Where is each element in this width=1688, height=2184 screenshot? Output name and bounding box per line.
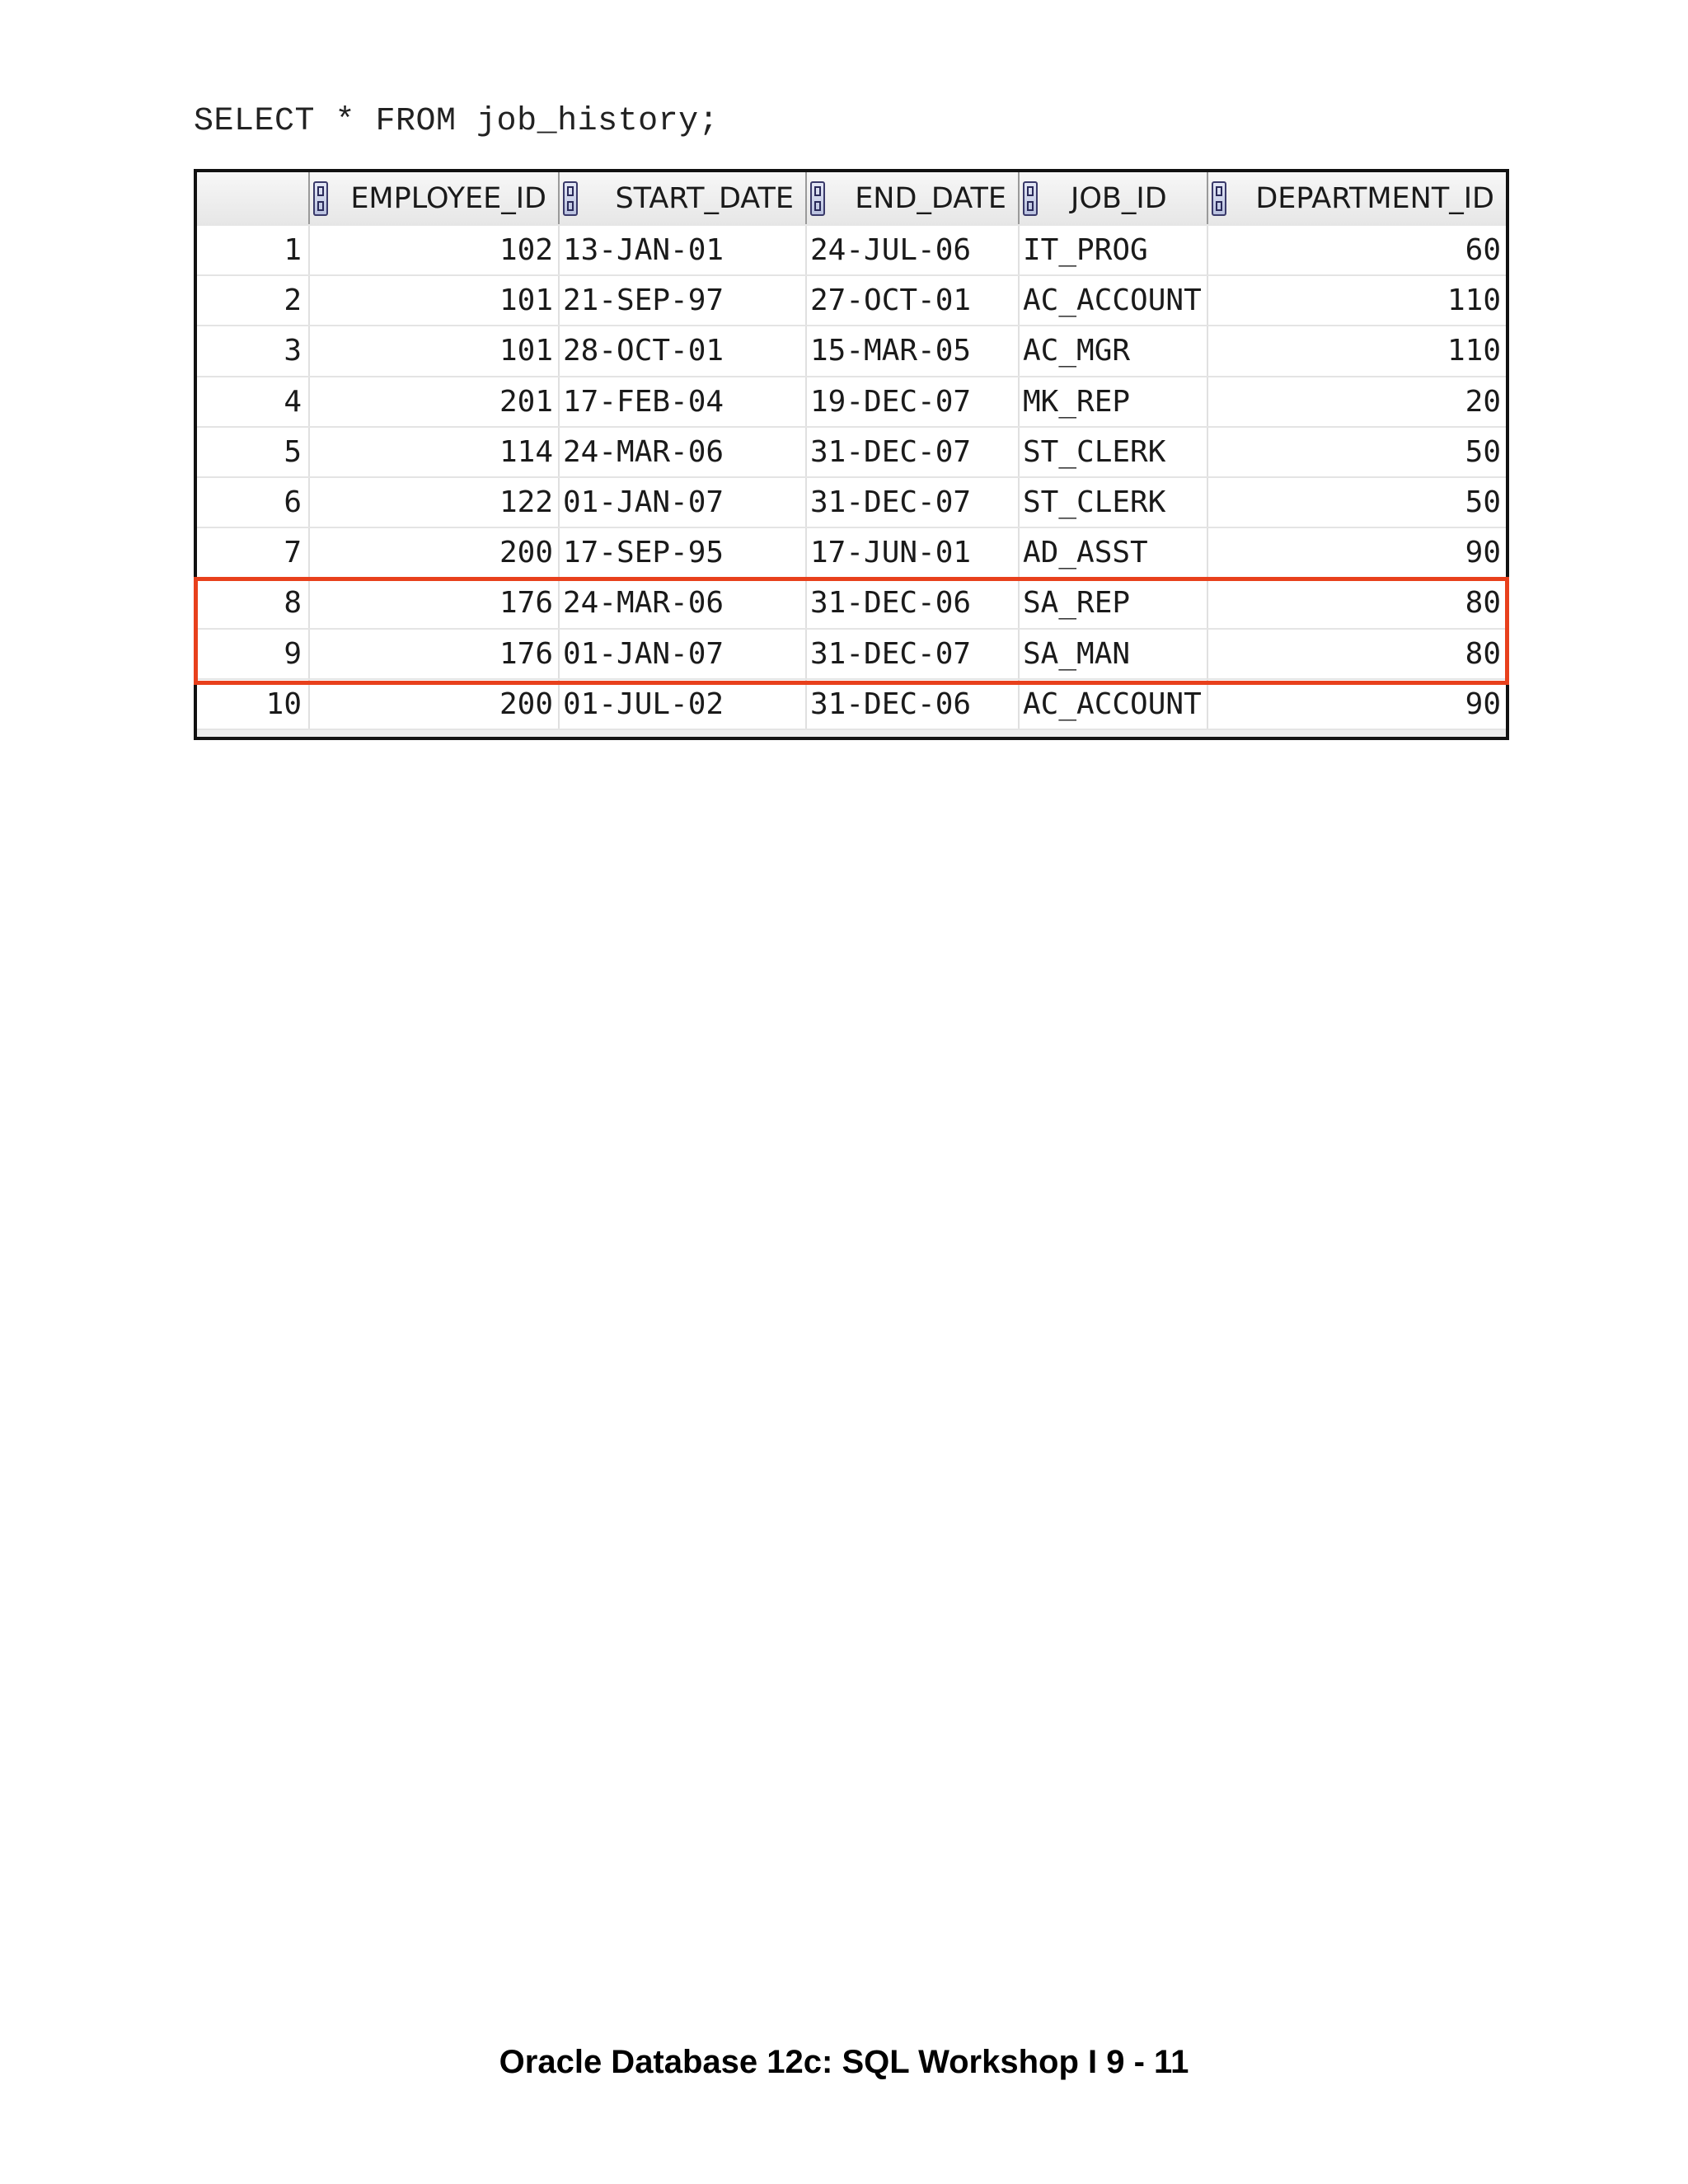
cell-department-id[interactable]: 80 bbox=[1207, 579, 1506, 627]
table-row[interactable] bbox=[197, 478, 1506, 528]
cell-start-date[interactable]: 01-JAN-07 bbox=[558, 478, 805, 527]
cell-end-date[interactable]: 19-DEC-07 bbox=[805, 377, 1018, 426]
row-number: 9 bbox=[284, 636, 302, 671]
cell-job-id[interactable]: AD_ASST bbox=[1018, 528, 1207, 577]
cell-department-id[interactable]: 60 bbox=[1207, 226, 1506, 274]
cell-department-id[interactable]: 50 bbox=[1207, 428, 1506, 476]
cell-end-date[interactable]: 27-OCT-01 bbox=[805, 276, 1018, 325]
cell-department-id[interactable]: 50 bbox=[1207, 478, 1506, 527]
cell-job-id[interactable]: MK_REP bbox=[1018, 377, 1207, 426]
row-number: 2 bbox=[284, 284, 302, 318]
row-number: 3 bbox=[284, 334, 302, 368]
table-row[interactable] bbox=[197, 326, 1506, 377]
grid-header bbox=[197, 172, 1506, 227]
cell-employee-id[interactable]: 122 bbox=[308, 478, 558, 527]
cell-job-id[interactable]: SA_MAN bbox=[1018, 630, 1207, 678]
cell-job-id[interactable]: SA_REP bbox=[1018, 579, 1207, 627]
table-row[interactable] bbox=[197, 528, 1506, 579]
sort-icon[interactable] bbox=[810, 181, 825, 216]
cell-start-date[interactable]: 28-OCT-01 bbox=[558, 326, 805, 375]
column-label: END_DATE bbox=[855, 181, 1006, 215]
column-label: EMPLOYEE_ID bbox=[350, 181, 546, 215]
row-number: 4 bbox=[284, 384, 302, 419]
column-label: JOB_ID bbox=[1071, 181, 1167, 215]
grid-body bbox=[197, 226, 1506, 730]
cell-department-id[interactable]: 90 bbox=[1207, 680, 1506, 729]
cell-start-date[interactable]: 24-MAR-06 bbox=[558, 579, 805, 627]
cell-end-date[interactable]: 17-JUN-01 bbox=[805, 528, 1018, 577]
cell-job-id[interactable]: ST_CLERK bbox=[1018, 478, 1207, 527]
cell-department-id[interactable]: 90 bbox=[1207, 528, 1506, 577]
row-number: 8 bbox=[284, 586, 302, 621]
sort-icon[interactable] bbox=[1023, 181, 1038, 216]
sort-icon[interactable] bbox=[563, 181, 578, 216]
cell-employee-id[interactable]: 176 bbox=[308, 630, 558, 678]
row-number: 1 bbox=[284, 233, 302, 268]
cell-job-id[interactable]: AC_ACCOUNT bbox=[1018, 276, 1207, 325]
cell-job-id[interactable]: ST_CLERK bbox=[1018, 428, 1207, 476]
cell-end-date[interactable]: 31-DEC-07 bbox=[805, 478, 1018, 527]
cell-employee-id[interactable]: 102 bbox=[308, 226, 558, 274]
column-header-department-id[interactable] bbox=[1207, 172, 1506, 224]
table-row[interactable] bbox=[197, 377, 1506, 428]
sql-statement: SELECT * FROM job_history; bbox=[194, 103, 720, 140]
cell-employee-id[interactable]: 200 bbox=[308, 680, 558, 729]
cell-job-id[interactable]: IT_PROG bbox=[1018, 226, 1207, 274]
row-number: 6 bbox=[284, 485, 302, 520]
cell-employee-id[interactable]: 176 bbox=[308, 579, 558, 627]
column-header-start-date[interactable] bbox=[558, 172, 805, 224]
cell-start-date[interactable]: 17-FEB-04 bbox=[558, 377, 805, 426]
cell-job-id[interactable]: AC_MGR bbox=[1018, 326, 1207, 375]
table-row[interactable] bbox=[197, 680, 1506, 730]
sort-icon[interactable] bbox=[313, 181, 328, 216]
row-number: 7 bbox=[284, 536, 302, 570]
cell-employee-id[interactable]: 101 bbox=[308, 326, 558, 375]
column-label: START_DATE bbox=[615, 181, 794, 215]
cell-end-date[interactable]: 24-JUL-06 bbox=[805, 226, 1018, 274]
cell-department-id[interactable]: 110 bbox=[1207, 276, 1506, 325]
cell-start-date[interactable]: 21-SEP-97 bbox=[558, 276, 805, 325]
cell-start-date[interactable]: 01-JAN-07 bbox=[558, 630, 805, 678]
cell-end-date[interactable]: 31-DEC-06 bbox=[805, 680, 1018, 729]
cell-start-date[interactable]: 17-SEP-95 bbox=[558, 528, 805, 577]
column-label: DEPARTMENT_ID bbox=[1255, 181, 1494, 215]
cell-employee-id[interactable]: 201 bbox=[308, 377, 558, 426]
row-number: 10 bbox=[265, 687, 302, 721]
cell-start-date[interactable]: 24-MAR-06 bbox=[558, 428, 805, 476]
results-grid bbox=[194, 169, 1509, 740]
cell-employee-id[interactable]: 114 bbox=[308, 428, 558, 476]
table-row[interactable] bbox=[197, 428, 1506, 478]
table-row[interactable] bbox=[197, 630, 1506, 680]
sort-icon[interactable] bbox=[1212, 181, 1226, 216]
cell-department-id[interactable]: 110 bbox=[1207, 326, 1506, 375]
cell-department-id[interactable]: 80 bbox=[1207, 630, 1506, 678]
row-number: 5 bbox=[284, 434, 302, 469]
cell-department-id[interactable]: 20 bbox=[1207, 377, 1506, 426]
cell-start-date[interactable]: 01-JUL-02 bbox=[558, 680, 805, 729]
cell-employee-id[interactable]: 200 bbox=[308, 528, 558, 577]
column-header-job-id[interactable] bbox=[1018, 172, 1207, 224]
table-row[interactable] bbox=[197, 276, 1506, 326]
cell-job-id[interactable]: AC_ACCOUNT bbox=[1018, 680, 1207, 729]
cell-employee-id[interactable]: 101 bbox=[308, 276, 558, 325]
table-row[interactable] bbox=[197, 579, 1506, 629]
column-header-employee-id[interactable] bbox=[308, 172, 558, 224]
cell-start-date[interactable]: 13-JAN-01 bbox=[558, 226, 805, 274]
page-footer: Oracle Database 12c: SQL Workshop I 9 - 11 bbox=[499, 2044, 1189, 2080]
cell-end-date[interactable]: 31-DEC-07 bbox=[805, 630, 1018, 678]
table-row[interactable] bbox=[197, 226, 1506, 276]
cell-end-date[interactable]: 31-DEC-07 bbox=[805, 428, 1018, 476]
cell-end-date[interactable]: 31-DEC-06 bbox=[805, 579, 1018, 627]
column-header-end-date[interactable] bbox=[805, 172, 1018, 224]
cell-end-date[interactable]: 15-MAR-05 bbox=[805, 326, 1018, 375]
